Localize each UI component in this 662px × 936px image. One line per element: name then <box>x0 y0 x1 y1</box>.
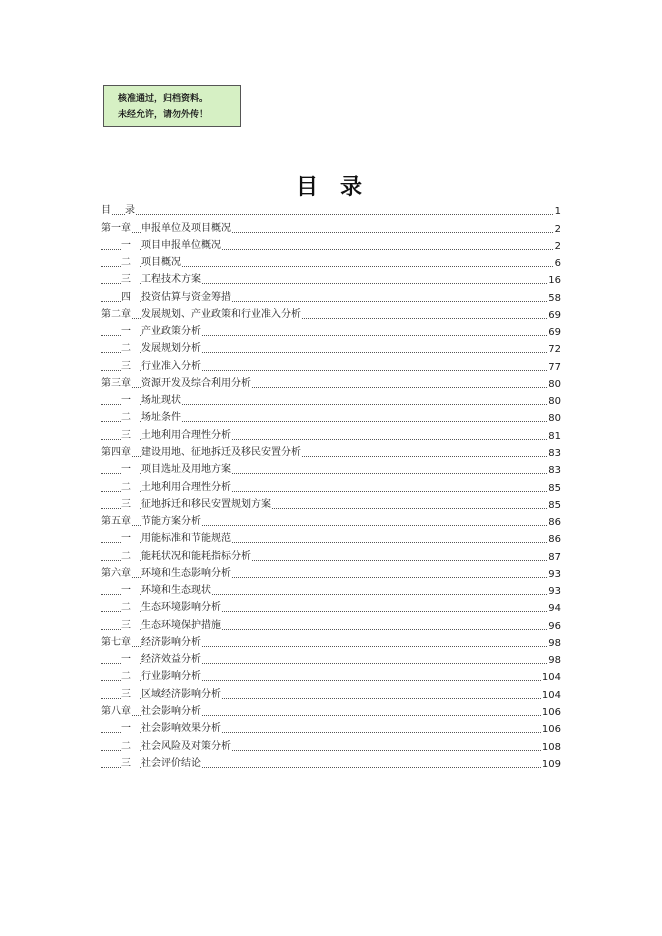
toc-entry-number: 第三章 <box>101 374 131 389</box>
toc-entry-label: 产业政策分析 <box>141 322 202 337</box>
toc-entry[interactable] <box>101 252 561 269</box>
toc-entry-page: 80 <box>548 413 561 425</box>
toc-entry-label: 社会风险及对策分析 <box>141 737 232 752</box>
toc-entry-number: 三 <box>121 270 139 285</box>
toc-entry[interactable] <box>101 304 561 321</box>
toc-entry-page: 80 <box>548 396 561 408</box>
toc-entry-page: 77 <box>548 361 561 373</box>
title-char-2: 录 <box>340 174 367 200</box>
toc-entry[interactable] <box>101 701 561 718</box>
toc-entry[interactable] <box>101 269 561 286</box>
toc-entry-label: 录 <box>125 201 136 216</box>
toc-entry-label: 社会影响分析 <box>141 702 202 717</box>
table-of-contents <box>101 200 561 770</box>
toc-entry-page: 98 <box>548 655 561 667</box>
toc-entry-page: 2 <box>554 223 561 235</box>
toc-entry-page: 98 <box>548 637 561 649</box>
toc-entry[interactable] <box>101 373 561 390</box>
toc-entry-page: 86 <box>548 534 561 546</box>
toc-entry-number: 二 <box>121 408 139 423</box>
toc-entry-page: 85 <box>548 499 561 511</box>
toc-entry[interactable] <box>101 580 561 597</box>
toc-entry-label: 投资估算与资金筹措 <box>141 288 232 303</box>
toc-entry-page: 2 <box>554 240 561 252</box>
toc-entry-label: 行业准入分析 <box>141 357 202 372</box>
toc-entry-page: 81 <box>548 430 561 442</box>
toc-entry-number: 三 <box>121 616 139 631</box>
toc-entry-page: 1 <box>554 206 561 218</box>
toc-entry-label: 用能标准和节能规范 <box>141 529 232 544</box>
toc-entry-number: 一 <box>121 581 139 596</box>
toc-entry-page: 93 <box>548 586 561 598</box>
toc-entry-number: 一 <box>121 322 139 337</box>
toc-entry-number: 第八章 <box>101 702 131 717</box>
toc-entry-page: 80 <box>548 378 561 390</box>
toc-entry-label: 工程技术方案 <box>141 270 202 285</box>
toc-entry-label: 行业影响分析 <box>141 667 202 682</box>
toc-entry-page: 72 <box>548 344 561 356</box>
toc-entry-label: 能耗状况和能耗指标分析 <box>141 547 252 562</box>
toc-entry-label: 发展规划、产业政策和行业准入分析 <box>141 305 302 320</box>
toc-entry-number: 第七章 <box>101 633 131 648</box>
toc-entry-page: 83 <box>548 465 561 477</box>
toc-entry-label: 项目概况 <box>141 253 182 268</box>
toc-entry-number: 一 <box>121 391 139 406</box>
stamp-line-1: 核准通过，归档资料。 <box>118 94 209 104</box>
toc-entry-page: 96 <box>548 620 561 632</box>
toc-entry[interactable] <box>101 649 561 666</box>
toc-entry-label: 场址条件 <box>141 408 182 423</box>
toc-entry[interactable] <box>101 355 561 372</box>
toc-entry[interactable] <box>101 390 561 407</box>
toc-entry-number: 第四章 <box>101 443 131 458</box>
toc-entry-number: 二 <box>121 547 139 562</box>
toc-entry-page: 69 <box>548 309 561 321</box>
toc-entry-label: 发展规划分析 <box>141 339 202 354</box>
toc-entry[interactable] <box>101 718 561 735</box>
toc-entry-label: 社会评价结论 <box>141 754 202 769</box>
toc-entry-label: 生态环境保护措施 <box>141 616 222 631</box>
approval-stamp <box>103 85 241 127</box>
toc-entry-number: 第六章 <box>101 564 131 579</box>
toc-entry[interactable] <box>101 286 561 303</box>
toc-entry-number: 三 <box>121 495 139 510</box>
toc-entry-number: 一 <box>121 529 139 544</box>
toc-leader-dots <box>101 214 561 215</box>
toc-entry[interactable] <box>101 753 561 770</box>
toc-entry[interactable] <box>101 235 561 252</box>
page-title <box>0 170 662 201</box>
toc-entry-label: 经济效益分析 <box>141 650 202 665</box>
toc-entry-label: 节能方案分析 <box>141 512 202 527</box>
toc-entry-page: 93 <box>548 568 561 580</box>
toc-entry-number: 二 <box>121 667 139 682</box>
toc-entry-page: 94 <box>548 603 561 615</box>
stamp-line-2: 未经允许，请勿外传！ <box>118 110 209 120</box>
toc-entry-label: 场址现状 <box>141 391 182 406</box>
toc-entry-label: 土地利用合理性分析 <box>141 426 232 441</box>
toc-entry-number: 四 <box>121 288 139 303</box>
toc-entry-label: 区域经济影响分析 <box>141 685 222 700</box>
toc-entry-number: 目 <box>101 201 111 216</box>
toc-entry-number: 二 <box>121 253 139 268</box>
toc-entry-page: 85 <box>548 482 561 494</box>
toc-entry[interactable] <box>101 528 561 545</box>
toc-entry[interactable] <box>101 424 561 441</box>
toc-entry-page: 6 <box>554 258 561 270</box>
toc-entry-label: 生态环境影响分析 <box>141 598 222 613</box>
toc-entry-number: 第五章 <box>101 512 131 527</box>
toc-entry-number: 一 <box>121 236 139 251</box>
toc-entry[interactable] <box>101 511 561 528</box>
toc-entry-label: 资源开发及综合利用分析 <box>141 374 252 389</box>
toc-entry-label: 建设用地、征地拆迁及移民安置分析 <box>141 443 302 458</box>
toc-entry-page: 83 <box>548 447 561 459</box>
toc-entry-page: 86 <box>548 517 561 529</box>
toc-entry-label: 项目申报单位概况 <box>141 236 222 251</box>
toc-entry-page: 87 <box>548 551 561 563</box>
toc-entry-page: 16 <box>548 275 561 287</box>
toc-entry[interactable] <box>101 614 561 631</box>
toc-entry[interactable] <box>101 632 561 649</box>
toc-entry[interactable] <box>101 683 561 700</box>
toc-entry-page: 106 <box>541 706 561 718</box>
toc-entry-page: 106 <box>541 724 561 736</box>
toc-entry-label: 征地拆迁和移民安置规划方案 <box>141 495 272 510</box>
toc-entry[interactable] <box>101 563 561 580</box>
toc-entry[interactable] <box>101 666 561 683</box>
toc-entry-number: 三 <box>121 754 139 769</box>
toc-entry[interactable] <box>101 217 561 234</box>
toc-entry[interactable] <box>101 459 561 476</box>
toc-entry-number: 三 <box>121 685 139 700</box>
toc-entry[interactable] <box>101 545 561 562</box>
toc-entry[interactable] <box>101 442 561 459</box>
toc-entry[interactable] <box>101 735 561 752</box>
toc-entry-label: 土地利用合理性分析 <box>141 478 232 493</box>
toc-entry-page: 58 <box>548 292 561 304</box>
toc-entry-page: 69 <box>548 327 561 339</box>
toc-entry-number: 二 <box>121 478 139 493</box>
toc-entry-number: 三 <box>121 357 139 372</box>
toc-entry[interactable] <box>101 494 561 511</box>
toc-entry-number: 一 <box>121 460 139 475</box>
toc-entry-page: 108 <box>541 741 561 753</box>
toc-entry[interactable] <box>101 321 561 338</box>
toc-entry-page: 109 <box>541 758 561 770</box>
title-char-1: 目 <box>295 174 322 200</box>
toc-entry-number: 第一章 <box>101 219 131 234</box>
toc-entry-number: 二 <box>121 598 139 613</box>
toc-entry-number: 二 <box>121 339 139 354</box>
toc-entry-number: 一 <box>121 719 139 734</box>
toc-entry-label: 项目选址及用地方案 <box>141 460 232 475</box>
toc-entry[interactable] <box>101 200 561 217</box>
toc-entry[interactable] <box>101 476 561 493</box>
toc-entry-number: 二 <box>121 737 139 752</box>
toc-entry-number: 第二章 <box>101 305 131 320</box>
toc-entry-label: 经济影响分析 <box>141 633 202 648</box>
toc-entry-number: 三 <box>121 426 139 441</box>
toc-entry-label: 环境和生态影响分析 <box>141 564 232 579</box>
toc-entry[interactable] <box>101 407 561 424</box>
toc-entry[interactable] <box>101 338 561 355</box>
toc-entry-page: 104 <box>541 689 561 701</box>
toc-entry-page: 104 <box>541 672 561 684</box>
toc-entry-number: 一 <box>121 650 139 665</box>
toc-entry-label: 申报单位及项目概况 <box>141 219 232 234</box>
toc-entry-label: 环境和生态现状 <box>141 581 212 596</box>
toc-entry[interactable] <box>101 597 561 614</box>
toc-entry-label: 社会影响效果分析 <box>141 719 222 734</box>
